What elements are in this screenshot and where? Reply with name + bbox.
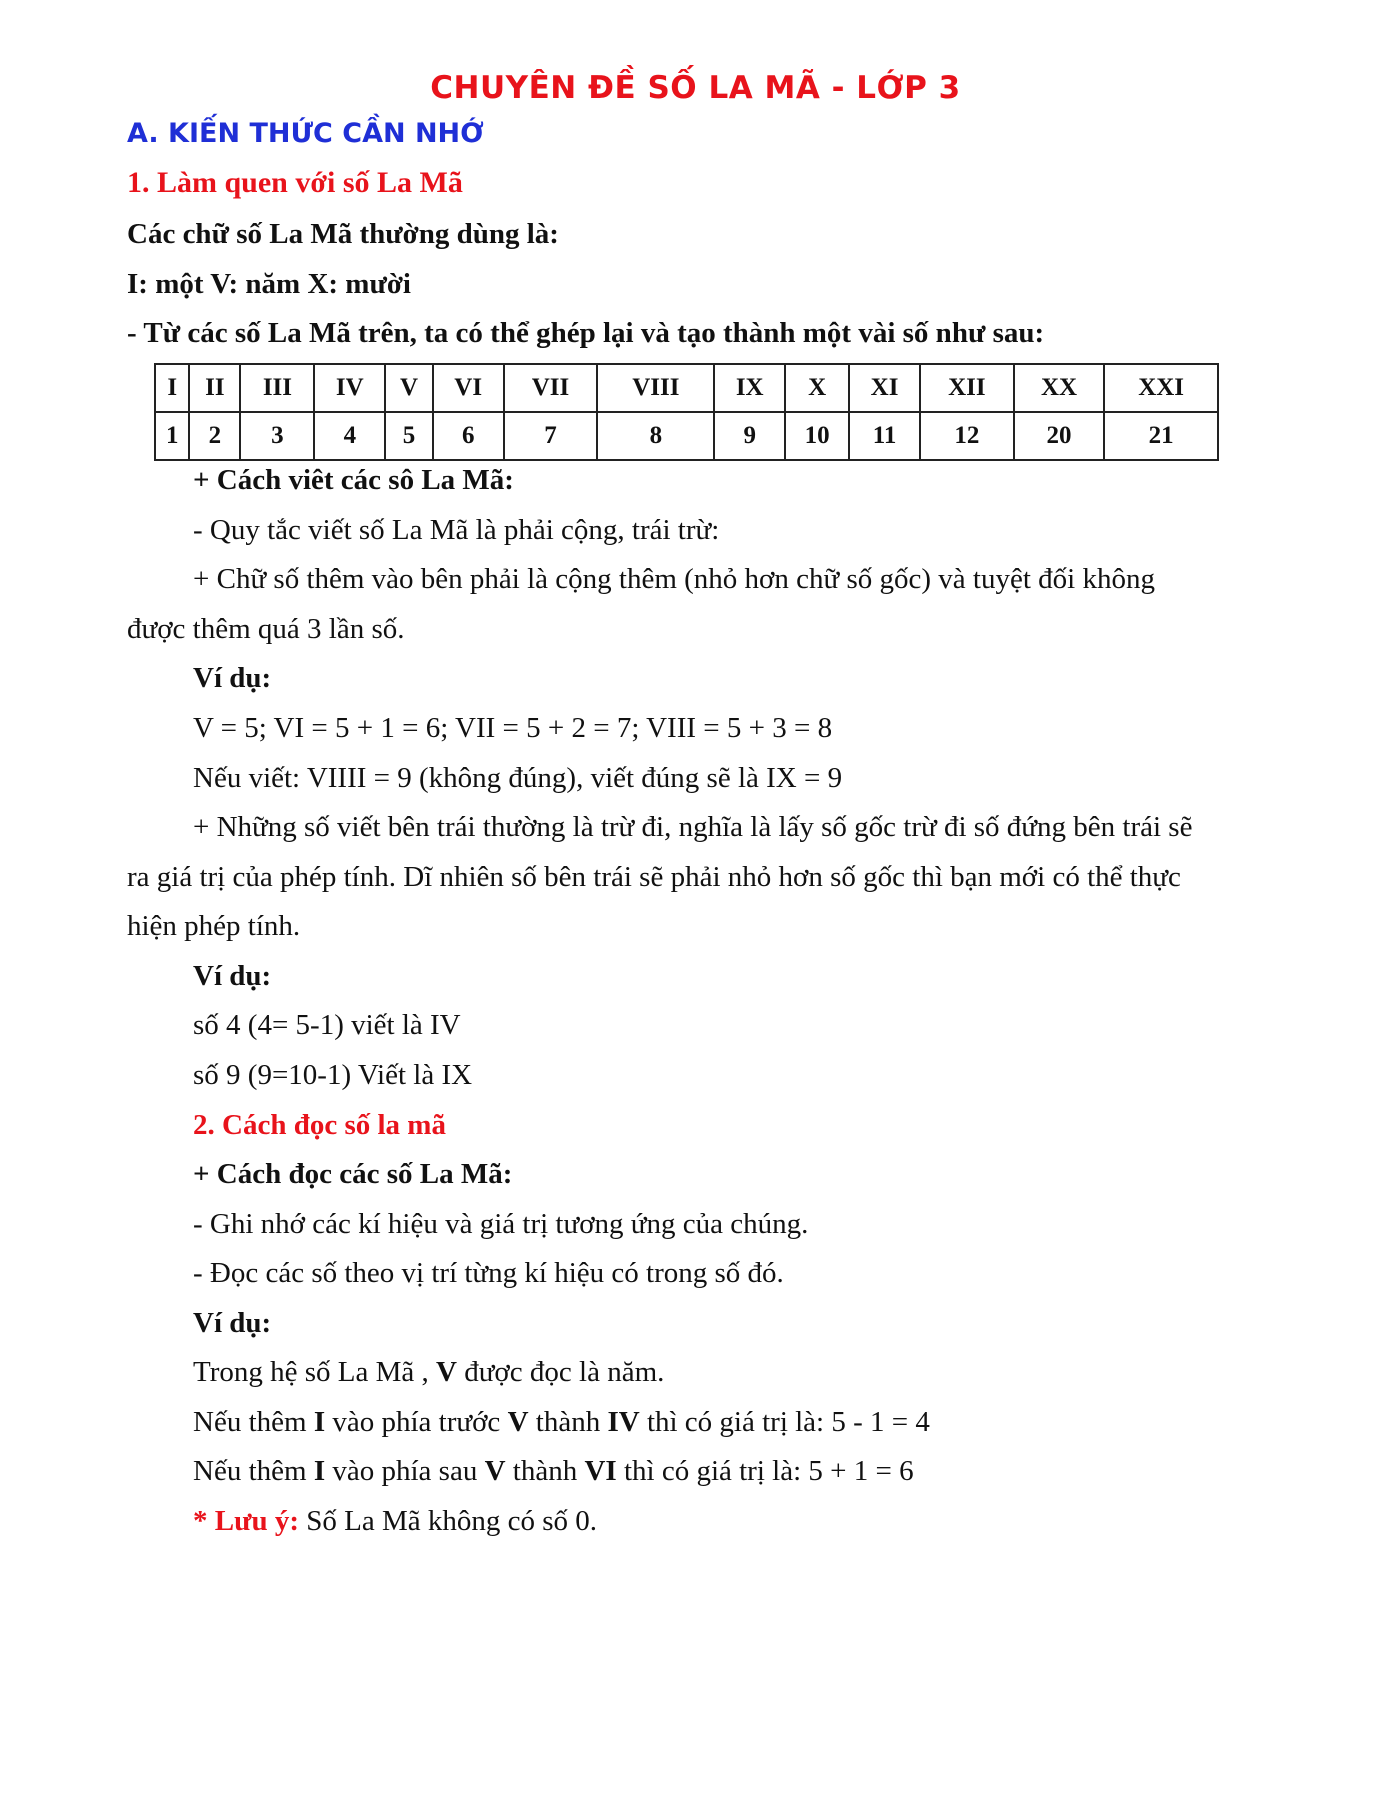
roman-cell: VII — [504, 364, 598, 412]
roman-cell: III — [240, 364, 314, 412]
roman-cell: IX — [714, 364, 785, 412]
roman-cell: XII — [920, 364, 1014, 412]
how-write-heading: + Cách viêt các sô La Mã: — [193, 464, 514, 496]
arabic-row — [155, 412, 1218, 460]
text-span: thì có giá trị là: 5 - 1 = 4 — [639, 1406, 930, 1438]
combine-line: - Từ các số La Mã trên, ta có thể ghép lại và tạo thành một vài số như sau: — [127, 317, 1045, 349]
text-span: thành — [505, 1455, 585, 1487]
roman-cell: XI — [849, 364, 920, 412]
arabic-cell: 3 — [240, 412, 314, 460]
example-line-5 — [193, 1354, 664, 1390]
note-line — [193, 1503, 597, 1539]
bold-span: V — [484, 1455, 506, 1487]
sub-rule-line-3: hiện phép tính. — [127, 910, 301, 942]
add-rule-line-1: + Chữ số thêm vào bên phải là cộng thêm (nhỏ hơn chữ số gốc) và tuyệt đối không — [193, 563, 1155, 595]
arabic-cell: 12 — [920, 412, 1014, 460]
arabic-cell: 8 — [597, 412, 714, 460]
read-line-1: - Ghi nhớ các kí hiệu và giá trị tương ứng của chúng. — [193, 1208, 809, 1240]
text-span: vào phía sau — [325, 1455, 485, 1487]
example-label: Ví dụ: — [193, 662, 272, 694]
roman-cell: XXI — [1104, 364, 1218, 412]
digits-line: I: một V: năm X: mười — [127, 268, 411, 300]
example-line-2: Nếu viết: VIIII = 9 (không đúng), viết đúng sẽ là IX = 9 — [193, 762, 843, 794]
rule-line: - Quy tắc viết số La Mã là phải cộng, trái trừ: — [193, 514, 720, 546]
roman-cell: VI — [433, 364, 504, 412]
note-label: * Lưu ý: — [193, 1505, 300, 1537]
example-line-3: số 4 (4= 5-1) viết là IV — [193, 1009, 461, 1041]
text-span: được đọc là năm. — [456, 1356, 665, 1388]
arabic-cell: 1 — [155, 412, 189, 460]
roman-cell: V — [385, 364, 433, 412]
example-line-1: V = 5; VI = 5 + 1 = 6; VII = 5 + 2 = 7; VIII = 5 + 3 = 8 — [193, 712, 833, 744]
roman-cell: VIII — [597, 364, 714, 412]
arabic-cell: 7 — [504, 412, 598, 460]
roman-cell: X — [785, 364, 849, 412]
text-span: thì có giá trị là: 5 + 1 = 6 — [616, 1455, 914, 1487]
example-label: Ví dụ: — [193, 1307, 272, 1339]
bold-span: I — [313, 1406, 326, 1438]
text-span: Nếu thêm — [193, 1406, 314, 1438]
arabic-cell: 5 — [385, 412, 433, 460]
arabic-cell: 6 — [433, 412, 504, 460]
bold-span: V — [507, 1406, 529, 1438]
common-digits-label: Các chữ số La Mã thường dùng là: — [127, 218, 559, 250]
arabic-cell: 4 — [314, 412, 385, 460]
sub-rule-line-1: + Những số viết bên trái thường là trừ đi, nghĩa là lấy số gốc trừ đi số đứng bên trái sẽ — [193, 811, 1193, 843]
subsection-1-heading: 1. Làm quen với số La Mã — [127, 166, 463, 199]
text-span: vào phía trước — [325, 1406, 508, 1438]
roman-cell: I — [155, 364, 189, 412]
roman-row — [155, 364, 1218, 412]
document-title: CHUYÊN ĐỀ SỐ LA MÃ - LỚP 3 — [430, 70, 961, 106]
bold-span: I — [313, 1455, 326, 1487]
roman-cell: II — [189, 364, 240, 412]
text-span: Trong hệ số La Mã , — [193, 1356, 437, 1388]
arabic-cell: 2 — [189, 412, 240, 460]
how-read-heading: + Cách đọc các số La Mã: — [193, 1158, 513, 1190]
note-text: Số La Mã không có số 0. — [299, 1505, 598, 1537]
roman-cell: IV — [314, 364, 385, 412]
arabic-cell: 10 — [785, 412, 849, 460]
arabic-cell: 9 — [714, 412, 785, 460]
subsection-2-heading: 2. Cách đọc số la mã — [193, 1109, 446, 1141]
add-rule-line-2: được thêm quá 3 lần số. — [127, 613, 405, 645]
section-a-heading: A. KIẾN THỨC CẦN NHỚ — [127, 118, 484, 149]
arabic-cell: 11 — [849, 412, 920, 460]
arabic-cell: 21 — [1104, 412, 1218, 460]
example-line-4: số 9 (9=10-1) Viết là IX — [193, 1059, 473, 1091]
roman-numeral-table — [154, 363, 1219, 461]
bold-span: VI — [584, 1455, 617, 1487]
text-span: Nếu thêm — [193, 1455, 314, 1487]
example-line-7 — [193, 1453, 914, 1489]
arabic-cell: 20 — [1014, 412, 1104, 460]
bold-span: V — [436, 1356, 457, 1388]
text-span: thành — [528, 1406, 608, 1438]
bold-span: IV — [607, 1406, 640, 1438]
roman-cell: XX — [1014, 364, 1104, 412]
read-line-2: - Đọc các số theo vị trí từng kí hiệu có trong số đó. — [193, 1257, 784, 1289]
example-label: Ví dụ: — [193, 960, 272, 992]
sub-rule-line-2: ra giá trị của phép tính. Dĩ nhiên số bên trái sẽ phải nhỏ hơn số gốc thì bạn mới có thể thực — [127, 861, 1181, 893]
example-line-6 — [193, 1404, 930, 1440]
